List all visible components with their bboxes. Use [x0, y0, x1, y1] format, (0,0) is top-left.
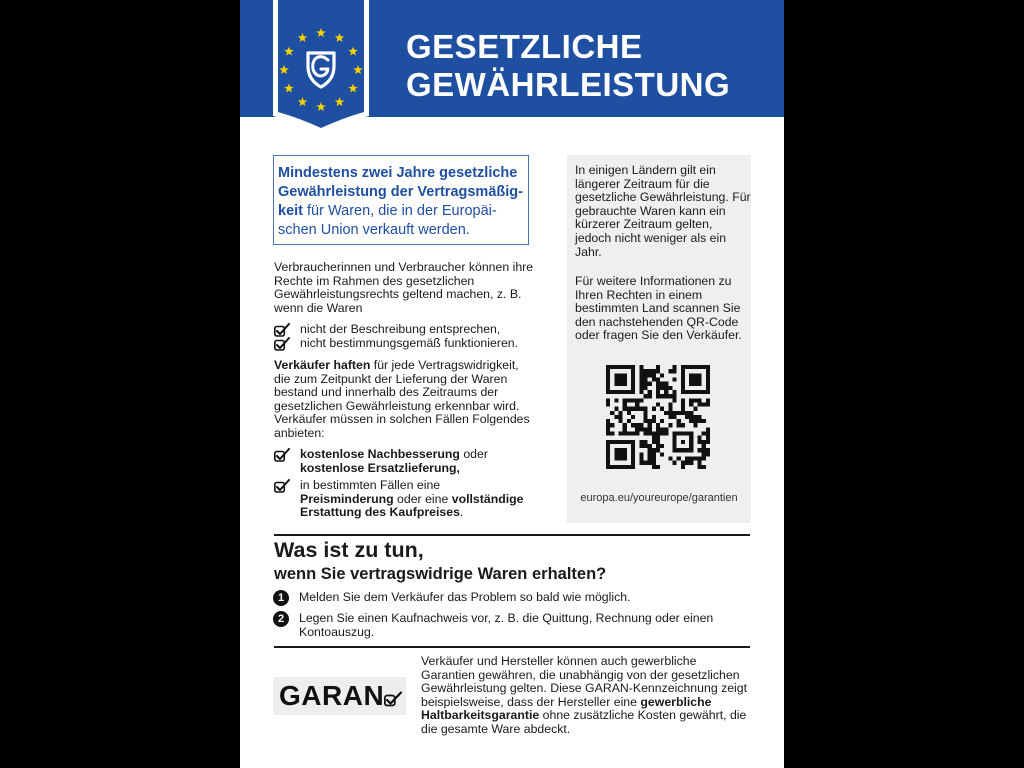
remedy-item: [274, 448, 536, 476]
checkbox-check-icon: [274, 448, 290, 462]
checkbox-check-icon: [274, 479, 290, 493]
remedy-plain: oder eine: [393, 491, 452, 506]
sidebar-paragraph-2: Für weitere Informationen zu Ihren Rechten in einem bestimmten Land scannen Sie den nachstehenden QR-Code oder fragen Sie den Verkäufer.: [575, 274, 742, 343]
remedy-bold: vollständige Erstattung des Kaufpreises: [300, 491, 524, 519]
section-divider: [274, 646, 750, 648]
garantie-plain: Verkäufer und Hersteller können auch gewerbliche Garantien gewähren, die unabhängig von der gesetzlichen Gewährleistung gelten. Diese GARAN-Kennzeichnung zeigt beispielsweise, dass der Hersteller eine: [421, 654, 748, 709]
checkbox-check-icon: [274, 337, 290, 351]
title-line-1: GESETZLICHE: [406, 28, 643, 65]
warranty-poster: [240, 0, 784, 768]
remedy-plain: .: [459, 505, 464, 519]
garan-label: GARAN: [279, 680, 385, 711]
liability-rest: für jede Vertragswidrigkeit, die zum Zeitpunkt der Lieferung der Waren bestand und innerhalb des Zeitraums der gesetzlichen Gewährleistung erkennbar wird. Verkäufer müssen in solchen Fällen Folgendes anbieten:: [274, 358, 530, 440]
condition-text: nicht der Beschreibung entsprechen,: [300, 322, 501, 336]
step-number-badge: 1: [273, 590, 289, 606]
remedy-item: [274, 479, 536, 521]
checkbox-check-icon: [274, 323, 290, 337]
remedy-text: [300, 479, 536, 520]
sidebar-paragraph-1: In einigen Ländern gilt ein längerer Zeitraum für die gesetzliche Gewährleistung. Für gebrauchte Waren kann ein kürzerer Zeitraum gelten, jedoch nicht weniger als ein Jahr.: [575, 163, 751, 259]
liability-text: [274, 359, 536, 440]
remedy-plain: in bestimmten Fällen eine: [300, 478, 441, 492]
condition-text: nicht bestimmungsgemäß funktionieren.: [300, 336, 519, 350]
step-number-badge: 2: [273, 611, 289, 627]
qr-code-icon[interactable]: [606, 365, 710, 469]
garantie-bold: gewerbliche Haltbarkeitsgarantie: [421, 694, 712, 723]
eu-shield-logo-icon: [273, 0, 369, 134]
remedy-text: [300, 448, 536, 475]
remedy-bold: kostenlose Nachbesserung: [300, 447, 460, 461]
garantie-plain: ohne zusätzliche Kosten gewährt, die die gesamte Ware abdeckt.: [421, 708, 747, 736]
garantie-text: [421, 655, 753, 737]
intro-text: Verbraucherinnen und Verbraucher können ihre Rechte im Rahmen des gesetzlichen Gewährleistungsrechts geltend machen, z. B. wenn die Waren: [274, 260, 534, 315]
section-divider: [274, 534, 750, 536]
info-sidebar: [567, 155, 751, 523]
step-text: Melden Sie dem Verkäufer das Problem so bald wie möglich.: [299, 590, 631, 604]
what-to-do-subheading: wenn Sie vertragswidrige Waren erhalten?: [274, 565, 607, 583]
remedy-bold: kostenlose Ersatzlieferung,: [300, 460, 460, 475]
garan-check-icon: [384, 691, 402, 707]
step-text: Legen Sie einen Kaufnachweis vor, z. B. die Quittung, Rechnung oder einen Kontoauszug.: [299, 611, 714, 639]
europa-url-link[interactable]: europa.eu/youreurope/garantien: [580, 492, 738, 504]
page-title: [406, 28, 730, 104]
garan-label-badge: [273, 677, 406, 715]
what-to-do-heading: Was ist zu tun,: [274, 538, 424, 562]
highlight-rest: für Waren, die in der Europäi-schen Union verkauft werden.: [278, 203, 497, 238]
remedy-bold: Preisminderung: [300, 491, 394, 506]
liability-bold: Verkäufer haften: [274, 358, 371, 372]
title-line-2: GEWÄHRLEISTUNG: [406, 66, 731, 103]
remedy-plain: oder: [459, 447, 488, 461]
highlight-box: [273, 155, 529, 245]
highlight-bold: Mindestens zwei Jahre gesetzliche Gewährleistung der Vertragsmäßig-keit: [278, 165, 523, 219]
